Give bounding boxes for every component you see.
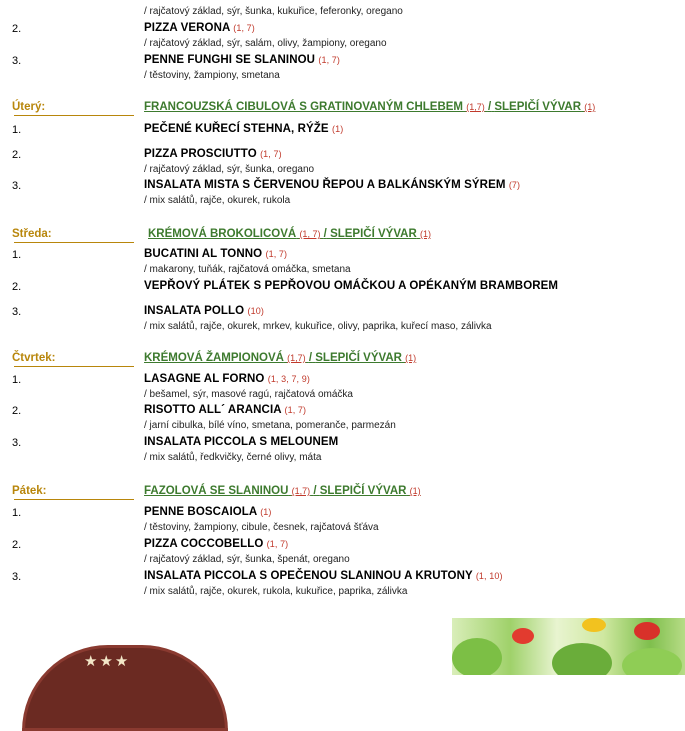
dish-description: / makarony, tuňák, rajčatová omáčka, smetana (144, 264, 351, 275)
dish-description: / bešamel, sýr, masové ragú, rajčatová omáčka (144, 389, 353, 400)
day-label: Středa: (12, 228, 52, 240)
logo-stars: ★★★ (84, 653, 131, 670)
allergens: (10) (247, 306, 264, 316)
item-number: 2. (12, 405, 22, 417)
soup-line: FRANCOUZSKÁ CIBULOVÁ S GRATINOVANÝM CHLEBEM (1,7) / SLEPIČÍ VÝVAR (1) (144, 101, 596, 113)
lettuce-shape (622, 648, 682, 675)
dish-name: BUCATINI AL TONNO (1, 7) (144, 248, 288, 260)
item-number: 1. (12, 507, 22, 519)
soup-line: KRÉMOVÁ ŽAMPIONOVÁ (1,7) / SLEPIČÍ VÝVAR (1) (144, 352, 417, 364)
dish-description: / mix salátů, rajče, okurek, rukola, kukuřice, paprika, zálivka (144, 586, 408, 597)
dish-name: PEČENÉ KUŘECÍ STEHNA, RÝŽE (1) (144, 123, 344, 135)
allergens: (1) (260, 507, 272, 517)
dish-name: PIZZA VERONA (1, 7) (144, 22, 255, 34)
item-number: 3. (12, 55, 22, 67)
salad-photo (452, 618, 685, 675)
allergens: (1, 3, 7, 9) (267, 374, 310, 384)
lettuce-shape (452, 638, 502, 675)
allergens: (1, 10) (475, 571, 503, 581)
allergens: (1, 7) (260, 149, 282, 159)
item-number: 2. (12, 281, 22, 293)
dish-name: INSALATA PICCOLA S OPEČENOU SLANINOU A KRUTONY (1, 10) (144, 570, 503, 582)
soup-line: FAZOLOVÁ SE SLANINOU (1,7) / SLEPIČÍ VÝVAR (1) (144, 485, 421, 497)
day-label: Pátek: (12, 485, 47, 497)
dish-description: / těstoviny, žampiony, cibule, česnek, rajčatová šťáva (144, 522, 379, 533)
dish-name: RISOTTO ALL´ ARANCIA (1, 7) (144, 404, 307, 416)
day-label: Čtvrtek: (12, 352, 56, 364)
dish-description: / rajčatový základ, sýr, šunka, špenát, oregano (144, 554, 350, 565)
lettuce-shape (552, 643, 612, 675)
allergens: (1, 7) (266, 539, 289, 549)
item-number: 2. (12, 539, 22, 551)
item-number: 3. (12, 180, 22, 192)
dish-description: / rajčatový základ, sýr, salám, olivy, žampiony, oregano (144, 38, 387, 49)
dish-name: VEPŘOVÝ PLÁTEK S PEPŘOVOU OMÁČKOU A OPÉKANÝM BRAMBOREM (144, 280, 559, 292)
allergens: (1) (332, 124, 344, 134)
item-number: 1. (12, 374, 22, 386)
soup-line: KRÉMOVÁ BROKOLICOVÁ (1, 7) / SLEPIČÍ VÝVAR (1) (148, 228, 431, 240)
dish-name: PENNE FUNGHI SE SLANINOU (1, 7) (144, 54, 340, 66)
tomato-shape (634, 622, 660, 640)
dish-name: INSALATA MISTA S ČERVENOU ŘEPOU A BALKÁNSKÝM SÝREM (7) (144, 179, 521, 191)
partial-item-description: / rajčatový základ, sýr, šunka, kukuřice, feferonky, oregano (144, 6, 403, 17)
item-number: 3. (12, 571, 22, 583)
allergens: (1, 7) (318, 55, 340, 65)
item-number: 1. (12, 249, 22, 261)
allergens: (1, 7) (284, 405, 307, 415)
allergens: (1, 7) (233, 23, 255, 33)
dish-description: / jarní cibulka, bílé víno, smetana, pomeranče, parmezán (144, 420, 396, 431)
allergens: (1, 7) (265, 249, 288, 259)
day-label: Úterý: (12, 101, 46, 113)
day-underline (14, 242, 134, 243)
item-number: 2. (12, 23, 22, 35)
dish-name: INSALATA PICCOLA S MELOUNEM (144, 436, 339, 448)
item-number: 1. (12, 124, 22, 136)
dish-description: / mix salátů, rajče, okurek, rukola (144, 195, 291, 206)
day-underline (14, 366, 134, 367)
dish-description: / rajčatový základ, sýr, šunka, oregano (144, 164, 315, 175)
pepper-shape (582, 618, 606, 632)
dish-description: / mix salátů, rajče, okurek, mrkev, kukuřice, olivy, paprika, kuřecí maso, zálivka (144, 321, 492, 332)
day-underline (14, 499, 134, 500)
dish-name: PIZZA PROSCIUTTO (1, 7) (144, 148, 282, 160)
dish-name: PIZZA COCCOBELLO (1, 7) (144, 538, 289, 550)
dish-name: PENNE BOSCAIOLA (1) (144, 506, 272, 518)
item-number: 3. (12, 306, 22, 318)
day-underline (14, 115, 134, 116)
dish-name: LASAGNE AL FORNO (1, 3, 7, 9) (144, 373, 310, 385)
dish-name: INSALATA POLLO (10) (144, 305, 264, 317)
item-number: 2. (12, 149, 22, 161)
dish-description: / mix salátů, ředkvičky, černé olivy, máta (144, 452, 322, 463)
allergens: (7) (508, 180, 521, 190)
dish-description: / těstoviny, žampiony, smetana (144, 70, 280, 81)
tomato-shape (512, 628, 534, 644)
item-number: 3. (12, 437, 22, 449)
